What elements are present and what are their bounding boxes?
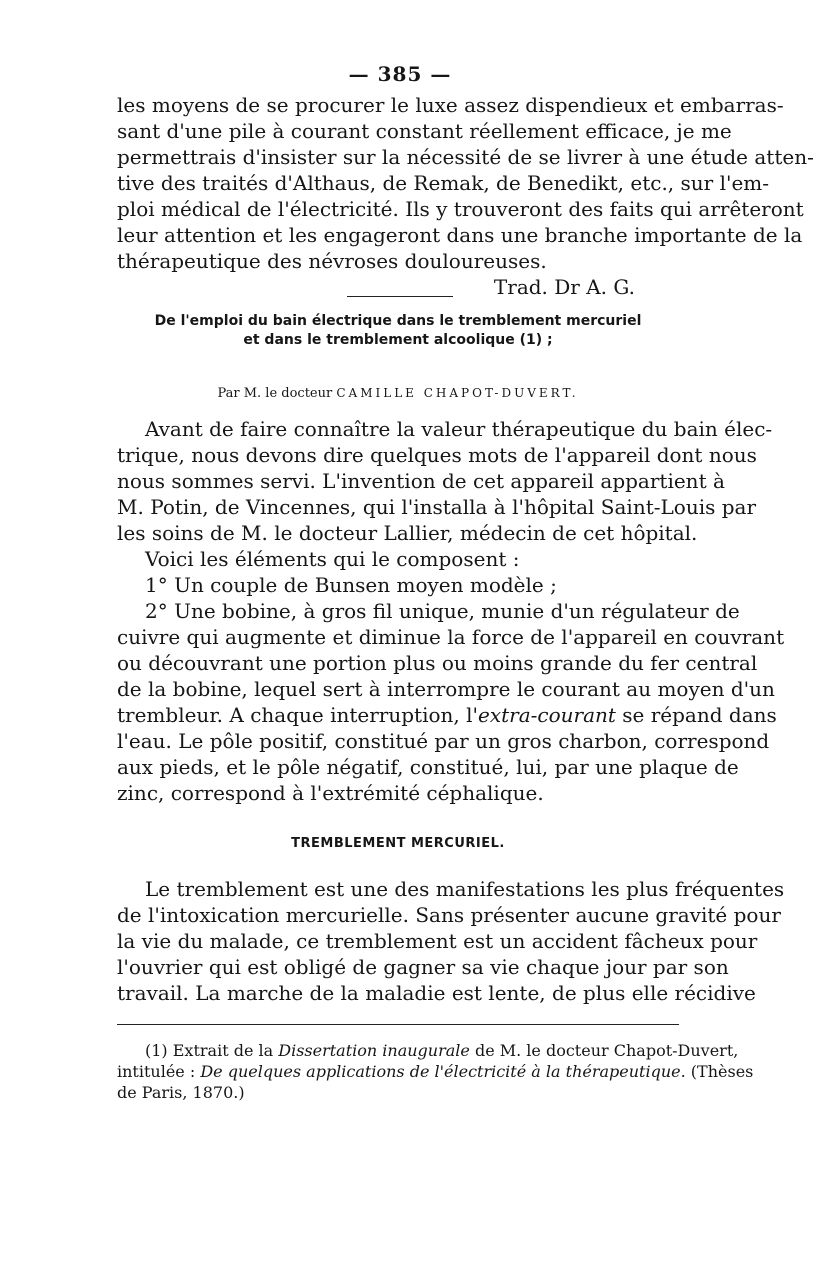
text-line: nous sommes servi. L'invention de cet appareil appartient à (117, 469, 725, 493)
author-prefix: Par M. le docteur (217, 386, 333, 401)
footnote (117, 1040, 754, 1103)
text-line: ou découvrant une portion plus ou moins grande du fer central (117, 651, 758, 675)
body-section-2 (117, 876, 785, 1006)
text-line: cuivre qui augmente et diminue la force de l'appareil en couvrant (117, 625, 785, 649)
article-author (117, 384, 679, 403)
list-item: 2° Une bobine, à gros fil unique, munie d'un régulateur de (145, 599, 740, 623)
text-line: aux pieds, et le pôle négatif, constitué, lui, par une plaque de (117, 755, 739, 779)
text-line: zinc, correspond à l'extrémité céphalique. (117, 781, 544, 805)
text-line: l'eau. Le pôle positif, constitué par un gros charbon, correspond (117, 729, 770, 753)
text-line: thérapeutique des névroses douloureuses. (117, 249, 547, 273)
text-line: tive des traités d'Althaus, de Remak, de Benedikt, etc., sur l'em- (117, 171, 770, 195)
italic-term: De quelques applications de l'électricité à la thérapeutique. (200, 1062, 686, 1081)
text-line: M. Potin, de Vincennes, qui l'installa à l'hôpital Saint-Louis par (117, 495, 757, 519)
text-line-last (117, 248, 679, 299)
section-heading: TREMBLEMENT MERCURIEL. (291, 836, 505, 851)
text-line: la vie du malade, ce tremblement est un accident fâcheux pour (117, 929, 758, 953)
text-segment: intitulée : (117, 1062, 201, 1081)
body-section-1 (117, 416, 785, 806)
text-segment: se répand dans (615, 703, 777, 727)
author-name: CAMILLE CHAPOT-DUVERT. (336, 386, 579, 400)
text-line: Avant de faire connaître la valeur thérapeutique du bain élec- (145, 417, 773, 441)
text-line: travail. La marche de la maladie est lente, de plus elle récidive (117, 981, 756, 1005)
text-line: de l'intoxication mercurielle. Sans présenter aucune gravité pour (117, 903, 781, 927)
text-line: trique, nous devons dire quelques mots de l'appareil dont nous (117, 443, 757, 467)
text-line: les moyens de se procurer le luxe assez dispendieux et embarras- (117, 93, 784, 117)
text-segment: (Thèses (685, 1062, 754, 1081)
list-item: 1° Un couple de Bunsen moyen modèle ; (145, 573, 557, 597)
footnote-line (117, 1061, 754, 1082)
article-title-line: et dans le tremblement alcoolique (1) ; (243, 332, 553, 348)
separator-rule (347, 296, 453, 297)
text-line: sant d'une pile à courant constant réellement efficace, je me (117, 119, 732, 143)
article-title (117, 312, 679, 350)
translator-signature: Trad. Dr A. G. (493, 275, 635, 299)
intro-paragraph (117, 92, 814, 300)
italic-term: Dissertation inaugurale (278, 1041, 470, 1060)
text-line: de la bobine, lequel sert à interrompre le courant au moyen d'un (117, 677, 775, 701)
footnote-line (117, 1040, 739, 1061)
text-segment: (1) Extrait de la (145, 1041, 279, 1060)
text-segment: de M. le docteur Chapot-Duvert, (469, 1041, 739, 1060)
footnote-rule (117, 1024, 679, 1025)
text-line: permettrais d'insister sur la nécessité de se livrer à une étude atten- (117, 145, 814, 169)
text-line: ploi médical de l'électricité. Ils y trouveront des faits qui arrêteront (117, 197, 804, 221)
italic-term: extra-courant (478, 703, 616, 727)
text-line: leur attention et les engageront dans une branche importante de la (117, 223, 803, 247)
text-segment: trembleur. A chaque interruption, l' (117, 703, 478, 727)
text-line: l'ouvrier qui est obligé de gagner sa vie chaque jour par son (117, 955, 729, 979)
text-line: Voici les éléments qui le composent : (145, 547, 520, 571)
footnote-line: de Paris, 1870.) (117, 1083, 245, 1102)
text-line: Le tremblement est une des manifestations les plus fréquentes (145, 877, 785, 901)
page-number: — 385 — (348, 62, 452, 86)
text-line: les soins de M. le docteur Lallier, médecin de cet hôpital. (117, 521, 698, 545)
text-line-mixed (117, 702, 777, 728)
article-title-line: De l'emploi du bain électrique dans le tremblement mercuriel (154, 313, 642, 329)
